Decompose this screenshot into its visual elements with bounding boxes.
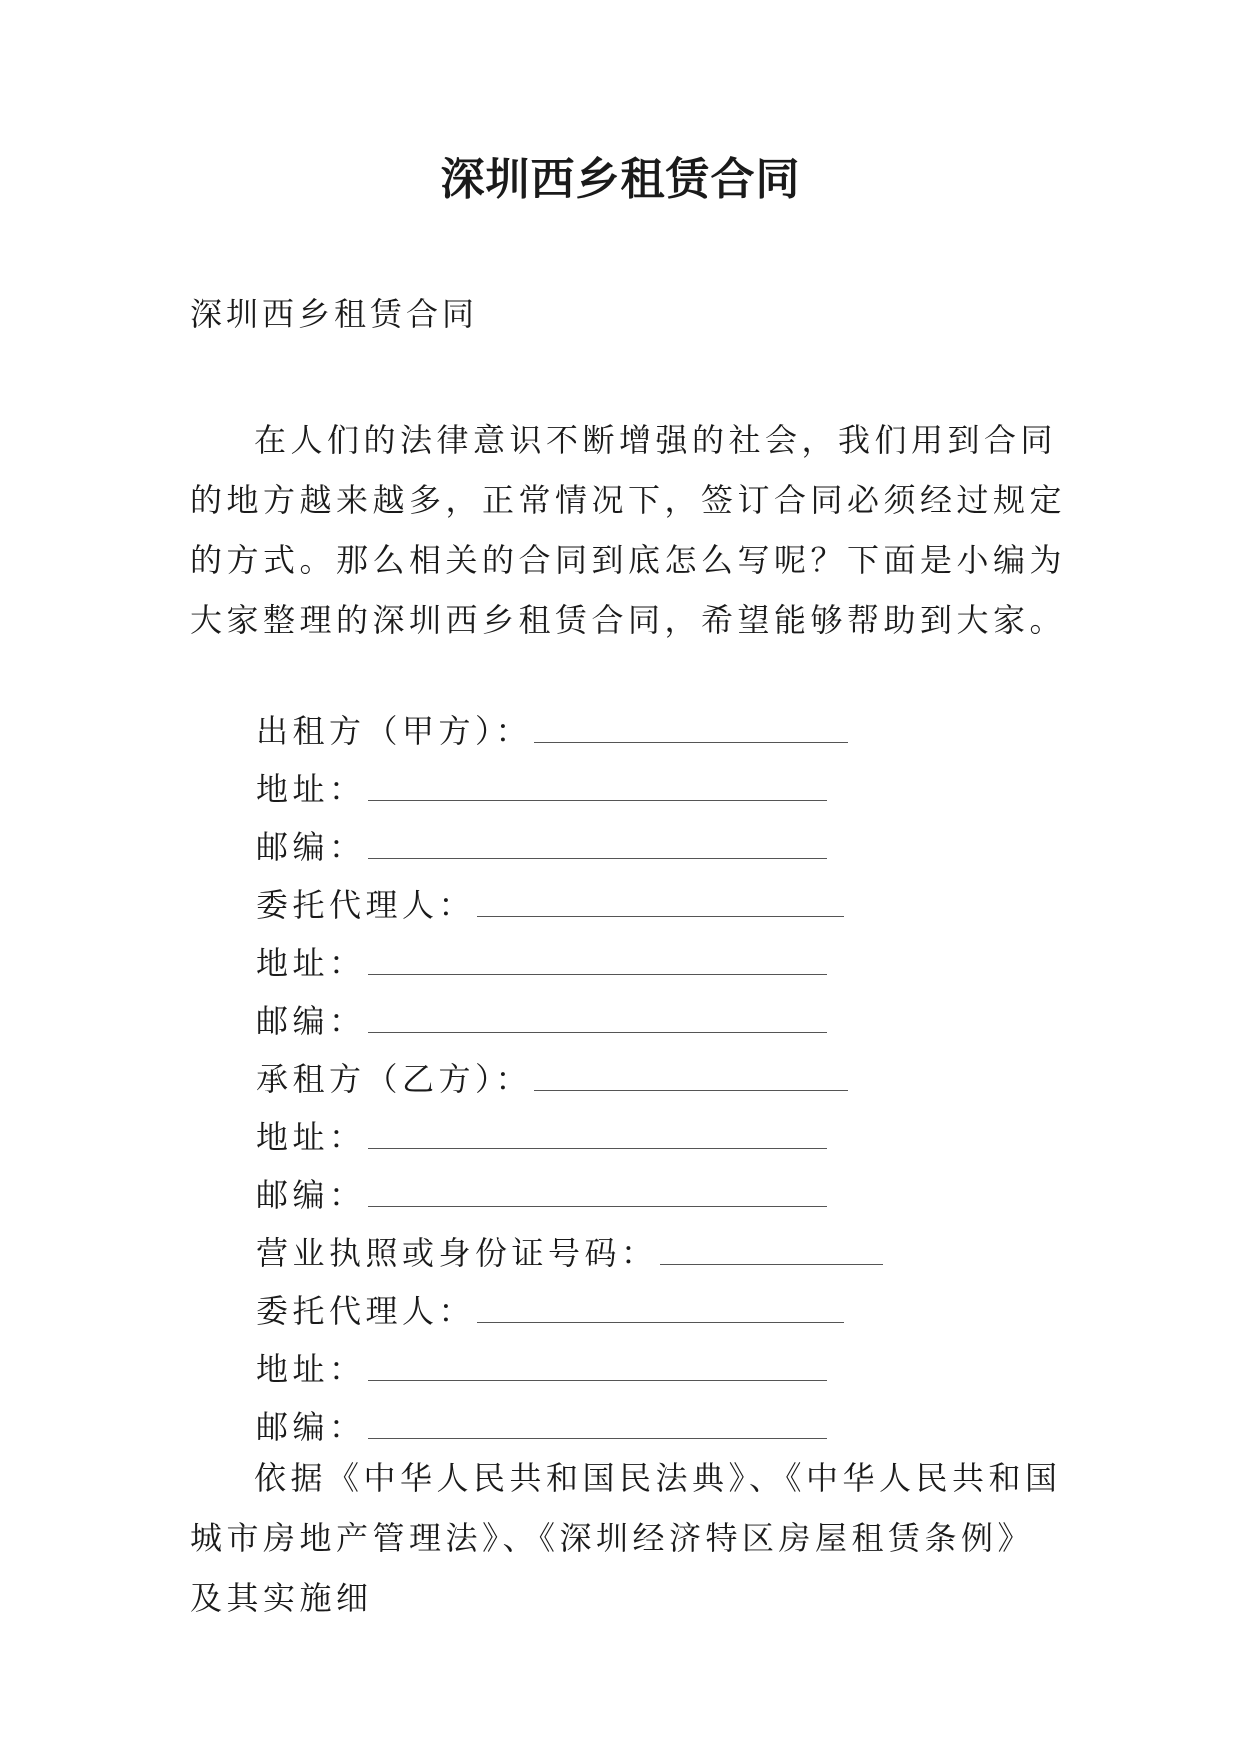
legal-basis-paragraph: 依据《中华人民共和国民法典》、《中华人民共和国城市房地产管理法》、《深圳经济特区房屋租赁条例》及其实施细 <box>190 1459 1062 1617</box>
field-label: 邮编： <box>256 828 366 866</box>
blank-fill-line[interactable] <box>660 1238 883 1265</box>
document-title: 深圳西乡租赁合同 <box>440 154 801 205</box>
field-row <box>256 1048 883 1106</box>
field-row <box>256 990 883 1048</box>
intro-paragraph: 在人们的法律意识不断增强的社会，我们用到合同的地方越来越多，正常情况下，签订合同必须经过规定的方式。那么相关的合同到底怎么写呢？下面是小编为大家整理的深圳西乡租赁合同，希望能够帮助到大家。 <box>190 421 1067 639</box>
field-row <box>256 932 883 990</box>
blank-fill-line[interactable] <box>368 1122 827 1149</box>
field-row <box>256 1222 883 1280</box>
blank-fill-line[interactable] <box>368 832 827 859</box>
field-label: 出租方（甲方）： <box>256 712 533 750</box>
blank-fill-line[interactable] <box>368 774 827 801</box>
field-row <box>256 1280 883 1338</box>
blank-fill-line[interactable] <box>368 1180 827 1207</box>
document-subtitle: 深圳西乡租赁合同 <box>190 295 479 333</box>
blank-fill-line[interactable] <box>368 948 827 975</box>
field-row <box>256 816 883 874</box>
blank-fill-line[interactable] <box>368 1354 827 1381</box>
field-label: 委托代理人： <box>256 1292 476 1330</box>
blank-fill-line[interactable] <box>477 1296 844 1323</box>
field-label: 地址： <box>256 1118 366 1156</box>
field-label: 营业执照或身份证号码： <box>256 1234 658 1272</box>
field-label: 承租方（乙方）： <box>256 1060 533 1098</box>
blank-fill-line[interactable] <box>368 1412 827 1439</box>
party-fields <box>256 700 883 1454</box>
blank-fill-line[interactable] <box>477 890 844 917</box>
field-row <box>256 874 883 932</box>
blank-fill-line[interactable] <box>534 716 848 743</box>
field-label: 地址： <box>256 770 366 808</box>
field-row <box>256 1396 883 1454</box>
field-label: 邮编： <box>256 1408 366 1446</box>
blank-fill-line[interactable] <box>368 1006 827 1033</box>
field-label: 地址： <box>256 1350 366 1388</box>
field-row <box>256 758 883 816</box>
blank-fill-line[interactable] <box>534 1064 848 1091</box>
field-row <box>256 700 883 758</box>
field-label: 邮编： <box>256 1002 366 1040</box>
field-label: 委托代理人： <box>256 886 476 924</box>
field-label: 地址： <box>256 944 366 982</box>
field-row <box>256 1106 883 1164</box>
field-label: 邮编： <box>256 1176 366 1214</box>
field-row <box>256 1164 883 1222</box>
field-row <box>256 1338 883 1396</box>
